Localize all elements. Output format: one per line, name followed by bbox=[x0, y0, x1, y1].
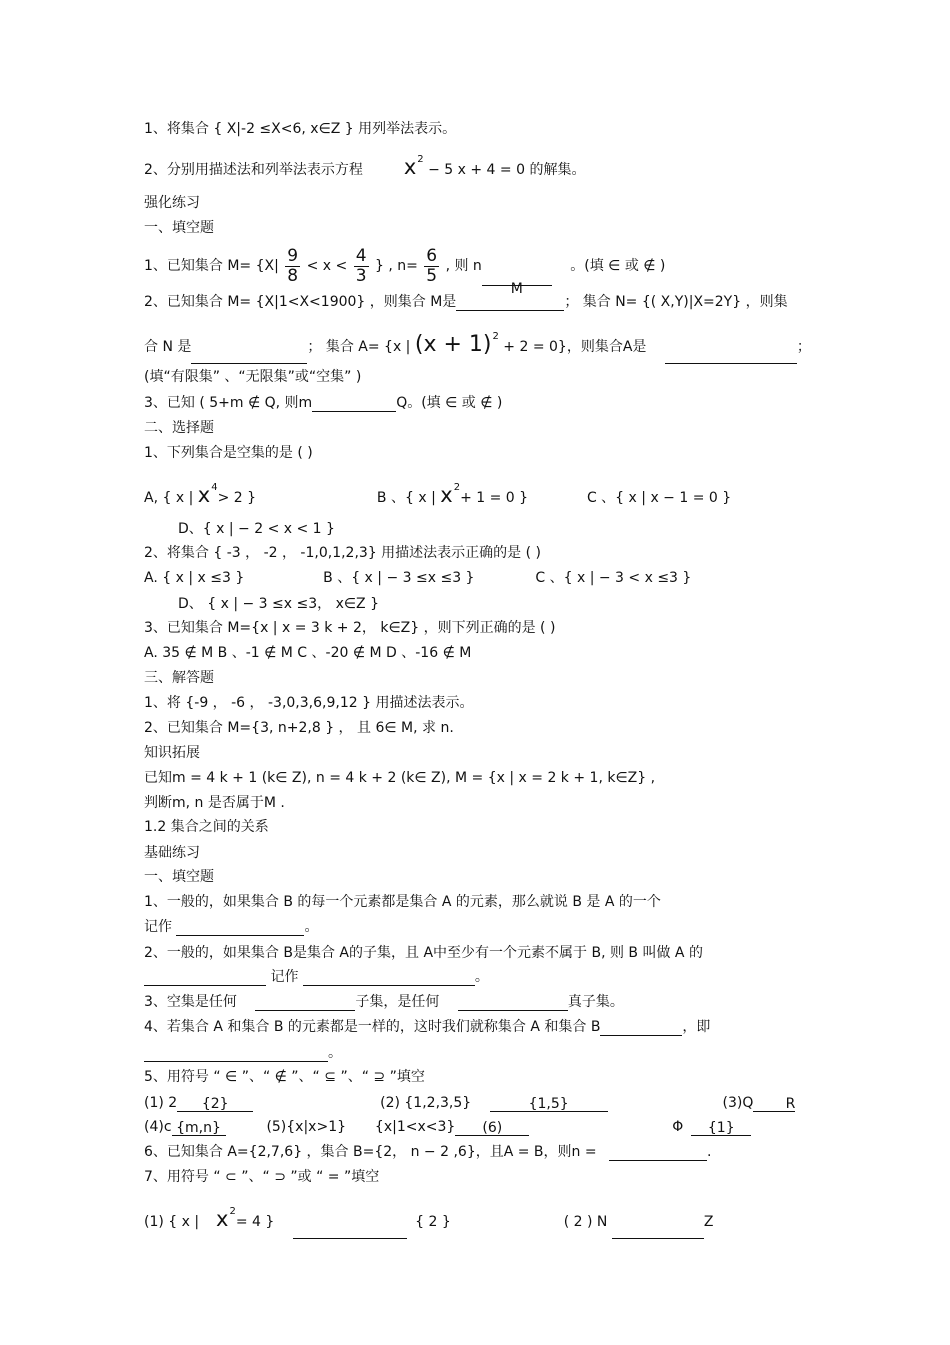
exponent: 4 bbox=[211, 482, 218, 493]
basic-question-2-cont bbox=[144, 968, 489, 986]
math-x: x bbox=[216, 1207, 229, 1231]
text: ； bbox=[796, 339, 811, 355]
answer-question-2: 2、已知集合 M={3, n+2,8 } ， 且 6∈ M, 求 n. bbox=[144, 720, 454, 736]
numerator: 4 bbox=[355, 245, 367, 266]
answer-blank bbox=[456, 294, 564, 311]
basic-question-1: 1、一般的，如果集合 B 的每一个元素都是集合 A 的元素，那么就说 B 是 A 的一个 bbox=[144, 894, 661, 910]
exponent: 2 bbox=[229, 1206, 236, 1217]
choice-question-1: 1、下列集合是空集的是 ( ) bbox=[144, 445, 313, 461]
answer-blank bbox=[458, 994, 568, 1011]
answer-blank bbox=[612, 1222, 704, 1239]
basic-question-7: 7、用符号 “ ⊂ ”、“ ⊃ ”或 “ = ”填空 bbox=[144, 1169, 380, 1185]
section-heading: 二、选择题 bbox=[144, 420, 214, 436]
choice-option-d: D、{ x | − 2 < x < 1 } bbox=[178, 521, 335, 537]
fraction bbox=[285, 247, 300, 286]
section-heading: 三、解答题 bbox=[144, 670, 214, 686]
denominator: 8 bbox=[287, 265, 299, 286]
answer-blank bbox=[293, 1222, 407, 1239]
answer-blank bbox=[303, 969, 475, 986]
exercise-1: 1、将集合 { X|-2 ≤X<6, x∈Z } 用列举法表示。 bbox=[144, 121, 457, 137]
text: > 2 } bbox=[217, 490, 257, 506]
numerator: 6 bbox=[426, 245, 438, 266]
basic-question-7-row-1 bbox=[144, 1204, 713, 1239]
choice-question-3: 3、已知集合 M={x | x = 3 k + 2， k∈Z} ，则下列正确的是 ( ) bbox=[144, 620, 556, 636]
section-heading: 基础练习 bbox=[144, 845, 200, 861]
text: 记作 bbox=[270, 969, 299, 985]
text: 2、已知集合 M= {X|1<X<1900} ，则集合 M是 bbox=[144, 294, 457, 310]
fill-question-3 bbox=[144, 394, 502, 412]
text: } , n= bbox=[374, 258, 418, 274]
section-heading: 强化练习 bbox=[144, 195, 200, 211]
answer-blank: R bbox=[753, 1095, 795, 1112]
option-a: A, { x | bbox=[144, 490, 194, 506]
text: − 5 x + 4 = 0 的解集。 bbox=[428, 162, 586, 178]
text: 1、已知集合 M= {X| bbox=[144, 258, 279, 274]
math-x: x bbox=[197, 483, 211, 507]
answer-question-1: 1、将 {-9 ， -6 ， -3,0,3,6,9,12 } 用描述法表示。 bbox=[144, 695, 474, 711]
fraction bbox=[354, 247, 369, 286]
fraction bbox=[424, 247, 439, 286]
section-heading: 一、填空题 bbox=[144, 869, 214, 885]
text: 记作 bbox=[144, 919, 172, 935]
text: 2、分别用描述法和列举法表示方程 bbox=[144, 162, 363, 178]
basic-question-6 bbox=[144, 1143, 712, 1161]
text: 。 bbox=[474, 969, 489, 985]
text: 子集，是任何 bbox=[355, 994, 440, 1010]
exponent: 2 bbox=[492, 331, 499, 342]
fill-question-2 bbox=[144, 293, 788, 311]
answer-blank bbox=[255, 994, 355, 1011]
text: < x < bbox=[306, 258, 348, 274]
option-c: C 、{ x | x − 1 = 0 } bbox=[586, 490, 732, 506]
choice-question-2: 2、将集合 { -3 ， -2 ， -1,0,1,2,3} 用描述法表示正确的是 ( ) bbox=[144, 545, 542, 561]
text: ( 2 ) N bbox=[563, 1214, 608, 1230]
fill-question-1 bbox=[144, 245, 666, 297]
numerator: 9 bbox=[287, 245, 299, 266]
text: , 则 n bbox=[445, 258, 482, 274]
basic-question-4-cont bbox=[144, 1044, 342, 1062]
answer-blank: {2} bbox=[177, 1095, 253, 1112]
basic-question-2: 2、一般的，如果集合 B是集合 A的子集，且 A中至少有一个元素不属于 B, 则 B 叫做 A 的 bbox=[144, 945, 703, 961]
text: (4)c bbox=[144, 1119, 172, 1135]
text: Z bbox=[703, 1214, 714, 1230]
option-b: B 、{ x | bbox=[376, 490, 436, 506]
choice-options-1 bbox=[144, 480, 731, 515]
option-c: C 、{ x | − 3 < x ≤3 } bbox=[535, 570, 692, 586]
exponent: 2 bbox=[453, 482, 461, 493]
answer-blank bbox=[144, 969, 266, 986]
basic-question-5-row-1 bbox=[144, 1094, 795, 1112]
exercise-2 bbox=[144, 154, 586, 181]
answer-blank bbox=[312, 395, 396, 412]
text: (3)Q bbox=[722, 1095, 754, 1111]
text: 。(填 ∈ 或 ∉ ) bbox=[570, 258, 666, 274]
answer-blank: M bbox=[482, 269, 552, 286]
section-heading: 知识拓展 bbox=[144, 745, 200, 761]
math-x: x bbox=[440, 483, 453, 507]
text: { 2 } bbox=[415, 1214, 451, 1230]
answer-blank bbox=[609, 1144, 707, 1161]
text: 合 N 是 bbox=[144, 339, 192, 355]
text: {x|1<x<3} bbox=[374, 1119, 456, 1135]
text: = 4 } bbox=[235, 1214, 275, 1230]
denominator: 5 bbox=[426, 265, 438, 286]
text: 3、已知 ( 5+m ∉ Q, 则m bbox=[144, 395, 313, 411]
text: (2) {1,2,3,5} bbox=[380, 1095, 472, 1111]
text: 。 bbox=[304, 919, 319, 935]
fill-question-2-cont bbox=[144, 330, 811, 364]
text: 真子集。 bbox=[567, 994, 624, 1010]
text: (1) { x | bbox=[144, 1214, 200, 1230]
section-heading: 一、填空题 bbox=[144, 220, 214, 236]
basic-question-3 bbox=[144, 993, 624, 1011]
text: ，即 bbox=[682, 1019, 711, 1035]
option-a: A. { x | x ≤3 } bbox=[144, 570, 245, 586]
basic-question-5: 5、用符号 “ ∈ ”、“ ∉ ”、“ ⊆ ”、“ ⊇ ”填空 bbox=[144, 1069, 425, 1085]
basic-question-4 bbox=[144, 1018, 710, 1036]
text: 6、已知集合 A={2,7,6} ，集合 B={2， n − 2 ,6}，且A = B，则n = bbox=[144, 1144, 597, 1160]
text: 。 bbox=[328, 1045, 342, 1061]
math-expression: (x + 1) bbox=[414, 332, 492, 357]
option-b: B 、{ x | − 3 ≤x ≤3 } bbox=[323, 570, 475, 586]
answer-blank bbox=[144, 1045, 328, 1062]
text: Φ bbox=[672, 1119, 684, 1135]
choice-option-d: D、 { x | − 3 ≤x ≤3， x∈Z } bbox=[178, 596, 380, 612]
denominator: 3 bbox=[355, 265, 367, 286]
text: Q。(填 ∈ 或 ∉ ) bbox=[396, 395, 503, 411]
answer-blank: (6) bbox=[455, 1119, 529, 1136]
text: ； 集合 A= {x | bbox=[307, 339, 411, 355]
extension-problem: 已知m = 4 k + 1 (k∈ Z), n = 4 k + 2 (k∈ Z), M = {x | x = 2 k + 1, k∈Z} , bbox=[144, 770, 656, 786]
choice-options-3: A. 35 ∉ M B 、-1 ∉ M C 、-20 ∉ M D 、-16 ∉ M bbox=[144, 645, 472, 661]
answer-blank: {1} bbox=[691, 1119, 751, 1136]
text: ； 集合 N= {( X,Y)|X=2Y} ，则集 bbox=[564, 294, 788, 310]
choice-options-2 bbox=[144, 569, 691, 587]
answer-blank bbox=[665, 347, 797, 364]
answer-blank: {m,n} bbox=[172, 1119, 226, 1136]
answer-blank bbox=[600, 1019, 682, 1036]
extension-problem-cont: 判断m, n 是否属于M . bbox=[144, 795, 285, 811]
chapter-title: 1.2 集合之间的关系 bbox=[144, 819, 269, 835]
answer-blank: {1,5} bbox=[490, 1095, 608, 1112]
answer-blank bbox=[191, 347, 307, 364]
text: + 1 = 0 } bbox=[460, 490, 529, 506]
text: 4、若集合 A 和集合 B 的元素都是一样的，这时我们就称集合 A 和集合 B bbox=[144, 1019, 601, 1035]
text: . bbox=[707, 1144, 712, 1160]
math-x: x bbox=[403, 155, 417, 179]
text: 3、空集是任何 bbox=[144, 994, 237, 1010]
answer-blank bbox=[176, 919, 304, 936]
hint: (填“有限集” 、“无限集”或“空集” ) bbox=[144, 369, 362, 385]
text: (1) 2 bbox=[144, 1095, 178, 1111]
basic-question-5-row-2 bbox=[144, 1118, 751, 1136]
text: (5){x|x>1} bbox=[266, 1119, 347, 1135]
exponent: 2 bbox=[417, 154, 424, 165]
text: + 2 = 0}，则集合A是 bbox=[503, 339, 647, 355]
basic-question-1-cont bbox=[144, 918, 318, 936]
